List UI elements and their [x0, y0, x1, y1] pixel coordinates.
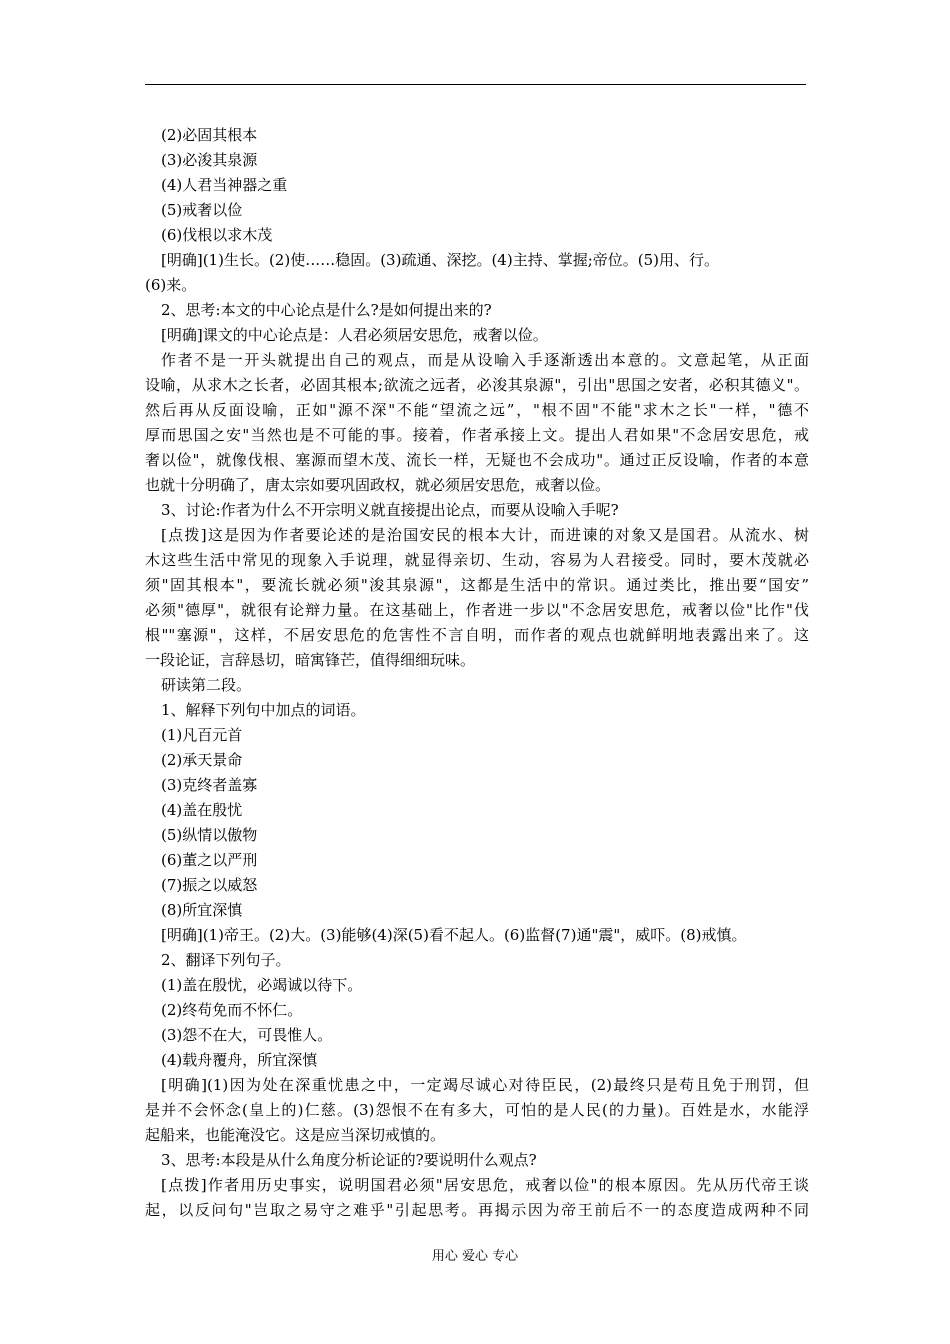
text-line: (1)凡百元首	[161, 726, 243, 744]
text-line: 起船来，也能淹没它。这是应当深切戒慎的。	[145, 1126, 446, 1144]
text-line: [点拨]这是因为作者要论述的是治国安民的根本大计，而进谏的对象又是国君。从流水、树	[161, 526, 809, 544]
text-line: [明确]课文的中心论点是：人君必须居安思危，戒奢以俭。	[161, 326, 548, 344]
text-line: (6)来。	[145, 276, 197, 294]
text-line: (6)董之以严刑	[161, 851, 258, 869]
text-line: 2、翻译下列句子。	[161, 951, 291, 969]
text-line: 木这些生活中常见的现象入手说理，就显得亲切、生动，容易为人君接受。同时，要木茂就必	[145, 551, 809, 569]
text-line: 2、思考:本文的中心论点是什么?是如何提出来的?	[161, 301, 492, 319]
text-line: 3、思考:本段是从什么角度分析论证的?要说明什么观点?	[161, 1151, 537, 1169]
text-line: [明确](1)帝王。(2)大。(3)能够(4)深(5)看不起人。(6)监督(7)通"震"，威吓。(8)戒慎。	[161, 926, 747, 944]
text-line: 厚而思国之安"当然也是不可能的事。接着，作者承接上文。提出人君如果"不念居安思危，戒	[145, 426, 809, 444]
text-line: [明确](1)因为处在深重忧患之中，一定竭尽诚心对待臣民，(2)最终只是苟且免于刑罚，但	[161, 1076, 809, 1094]
text-line: 起，以反问句"岂取之易守之难乎"引起思考。再揭示因为帝王前后不一的态度造成两种不同	[145, 1201, 809, 1219]
text-line: 设喻，从求木之长者，必固其根本;欲流之远者，必浚其泉源"，引出"思国之安者，必积其德义"。	[145, 376, 809, 394]
text-line: 3、讨论:作者为什么不开宗明义就直接提出论点，而要从设喻入手呢?	[161, 501, 619, 519]
text-line: 然后再从反面设喻，正如"源不深"不能“望流之远”，"根不固"不能"求木之长"一样，"德不	[145, 401, 809, 419]
text-line: (3)怨不在大，可畏惟人。	[161, 1026, 333, 1044]
text-line: 研读第二段。	[161, 676, 252, 694]
document-body	[145, 123, 809, 1223]
text-line: 一段论证，言辞恳切，暗寓锋芒，值得细细玩味。	[145, 651, 476, 669]
page-footer: 用心 爱心 专心	[431, 1249, 519, 1264]
text-line: (2)终苟免而不怀仁。	[161, 1001, 303, 1019]
text-line: (5)纵情以傲物	[161, 826, 258, 844]
text-line: (4)载舟覆舟，所宜深慎	[161, 1051, 318, 1069]
text-line: (4)人君当神器之重	[161, 176, 288, 194]
text-line: (3)必浚其泉源	[161, 151, 258, 169]
header-rule	[145, 84, 806, 85]
text-line: 须"固其根本"，要流长就必须"浚其泉源"，这都是生活中的常识。通过类比，推出要“国安”	[145, 576, 809, 594]
text-line: (1)盖在殷忧，必竭诚以待下。	[161, 976, 363, 994]
text-line: (3)克终者盖寡	[161, 776, 258, 794]
text-line: (5)戒奢以俭	[161, 201, 243, 219]
text-line: 也就十分明确了，唐太宗如要巩固政权，就必须居安思危，戒奢以俭。	[145, 476, 611, 494]
text-line: 根""塞源"，这样，不居安思危的危害性不言自明，而作者的观点也就鲜明地表露出来了。这	[145, 626, 809, 644]
text-line: (8)所宜深慎	[161, 901, 243, 919]
text-line: [明确](1)生长。(2)使……稳固。(3)疏通、深挖。(4)主持、掌握;帝位。(5)用、行。	[161, 251, 719, 269]
text-line: 奢以俭"，就像伐根、塞源而望木茂、流长一样，无疑也不会成功"。通过正反设喻，作者的本意	[145, 451, 809, 469]
text-line: 是并不会怀念(皇上的)仁慈。(3)怨恨不在有多大，可怕的是人民(的力量)。百姓是水，水能浮	[145, 1101, 809, 1119]
text-line: (4)盖在殷忧	[161, 801, 243, 819]
text-line: (7)振之以威怒	[161, 876, 258, 894]
text-line: 1、解释下列句中加点的词语。	[161, 701, 366, 719]
text-line: (6)伐根以求木茂	[161, 226, 273, 244]
text-line: (2)承天景命	[161, 751, 243, 769]
text-line: [点拨]作者用历史事实，说明国君必须"居安思危，戒奢以俭"的根本原因。先从历代帝王谈	[161, 1176, 809, 1194]
text-line: 必须"德厚"，就很有论辩力量。在这基础上，作者进一步以"不念居安思危，戒奢以俭"比作"伐	[145, 601, 809, 619]
text-line: 作者不是一开头就提出自己的观点，而是从设喻入手逐渐透出本意的。文意起笔，从正面	[161, 351, 809, 369]
text-line: (2)必固其根本	[161, 126, 258, 144]
